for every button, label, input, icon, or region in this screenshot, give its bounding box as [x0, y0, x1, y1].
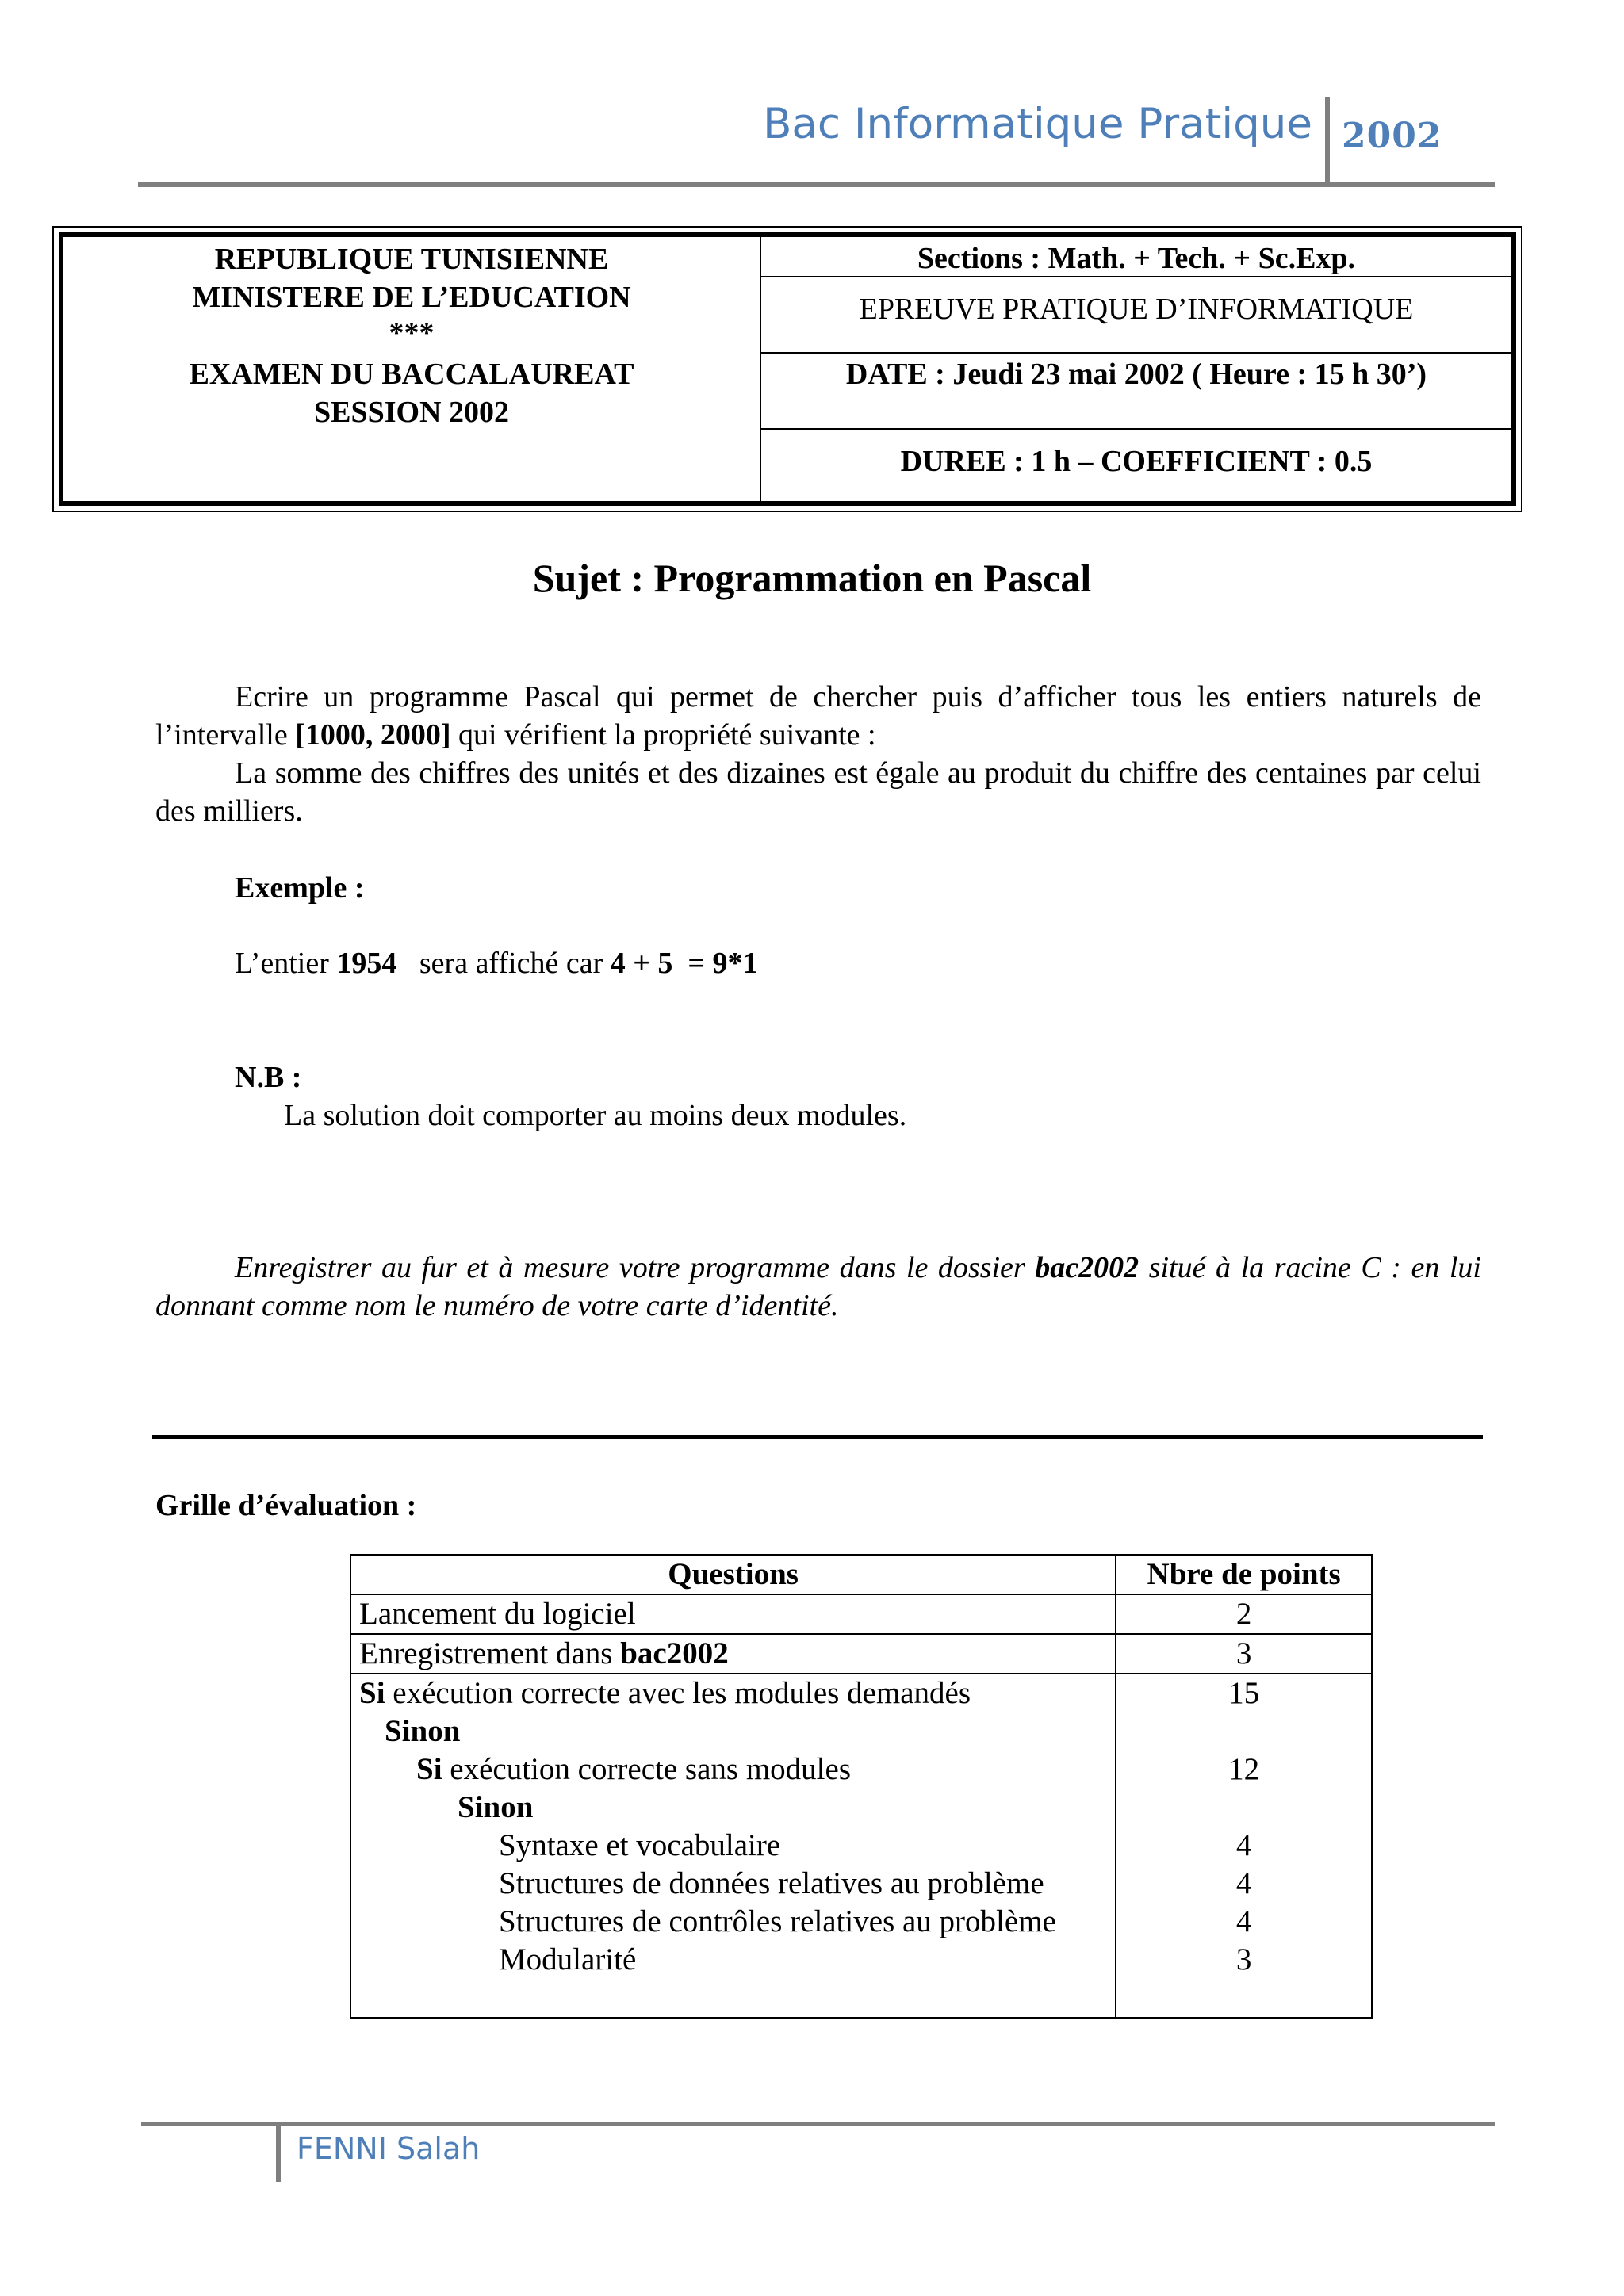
- sub-item: Structures de données relatives au problème: [499, 1866, 1044, 1900]
- header-rule: [138, 182, 1495, 187]
- info-epreuve: EPREUVE PRATIQUE D’INFORMATIQUE: [859, 293, 1414, 326]
- sub-item: Structures de contrôles relatives au problème: [499, 1904, 1056, 1938]
- footer-author: FENNI Salah: [297, 2131, 481, 2166]
- example-text: L’entier 1954 sera affiché car 4 + 5 = 9*1: [235, 947, 758, 980]
- question-cell: Lancement du logiciel: [350, 1594, 1116, 1634]
- info-duree: DUREE : 1 h – COEFFICIENT : 0.5: [900, 445, 1373, 478]
- info-sections: Sections : Math. + Tech. + Sc.Exp.: [917, 242, 1356, 275]
- points-header: Nbre de points: [1116, 1555, 1372, 1594]
- points-cell: 15 12 4 4 4 3: [1116, 1674, 1372, 2018]
- question-cell: Si exécution correcte avec les modules demandés Sinon Si exécution correcte sans modules Sinon Syntaxe et vocabulaire Structures de données relatives au problème Structures de contrôles relatives au problème Modularité: [350, 1674, 1116, 2018]
- statement-paragraph-1: Ecrire un programme Pascal qui permet de chercher puis d’afficher tous les entiers naturels de l’intervalle [1000, 2000] qui vérifient la propriété suivante :: [155, 680, 1481, 752]
- info-box-rule: [761, 428, 1511, 430]
- footer-separator: [276, 2126, 281, 2182]
- save-instruction: Enregistrer au fur et à mesure votre programme dans le dossier bac2002 situé à la racine C : en lui donnant comme nom le numéro de votre carte d’identité.: [155, 1251, 1481, 1322]
- header-separator: [1325, 97, 1330, 184]
- sub-item: Syntaxe et vocabulaire: [499, 1828, 781, 1862]
- points-cell: 3: [1116, 1634, 1372, 1674]
- table-row: [350, 1594, 1372, 1634]
- statement-paragraph-2: La somme des chiffres des unités et des dizaines est égale au produit du chiffre des centaines par celui des milliers.: [155, 756, 1481, 828]
- example-label: Exemple :: [235, 871, 365, 905]
- subject-title: Sujet : Programmation en Pascal: [532, 556, 1092, 600]
- example-number: 1954: [336, 947, 397, 980]
- info-stars: ***: [389, 316, 435, 350]
- points-cell: 2: [1116, 1594, 1372, 1634]
- footer-rule: [141, 2122, 1495, 2126]
- info-session: SESSION 2002: [313, 396, 510, 429]
- info-exam: EXAMEN DU BACCALAUREAT: [189, 358, 634, 391]
- info-date: DATE : Jeudi 23 mai 2002 ( Heure : 15 h 30’): [845, 358, 1427, 391]
- info-ministry: MINISTERE DE L’EDUCATION: [192, 281, 631, 314]
- grid-title: Grille d’évaluation :: [155, 1489, 417, 1522]
- header-title: Bac Informatique Pratique: [763, 100, 1312, 148]
- question-cell: Enregistrement dans bac2002: [350, 1634, 1116, 1674]
- table-row: [350, 1634, 1372, 1674]
- sub-item: Modularité: [499, 1942, 637, 1976]
- table-header-row: [350, 1555, 1372, 1594]
- section-divider: [152, 1435, 1483, 1439]
- note-label: N.B :: [235, 1061, 302, 1094]
- interval-value: [1000, 2000]: [295, 718, 451, 752]
- info-box-rule: [761, 352, 1511, 354]
- evaluation-grid: [350, 1554, 1373, 2019]
- example-formula: 4 + 5 = 9*1: [610, 947, 758, 980]
- table-row: [350, 1674, 1372, 2018]
- info-republic: REPUBLIQUE TUNISIENNE: [214, 243, 609, 276]
- save-folder: bac2002: [1035, 1251, 1139, 1284]
- note-text: La solution doit comporter au moins deux modules.: [284, 1099, 907, 1132]
- header-year: 2002: [1342, 116, 1442, 156]
- questions-header: Questions: [350, 1555, 1116, 1594]
